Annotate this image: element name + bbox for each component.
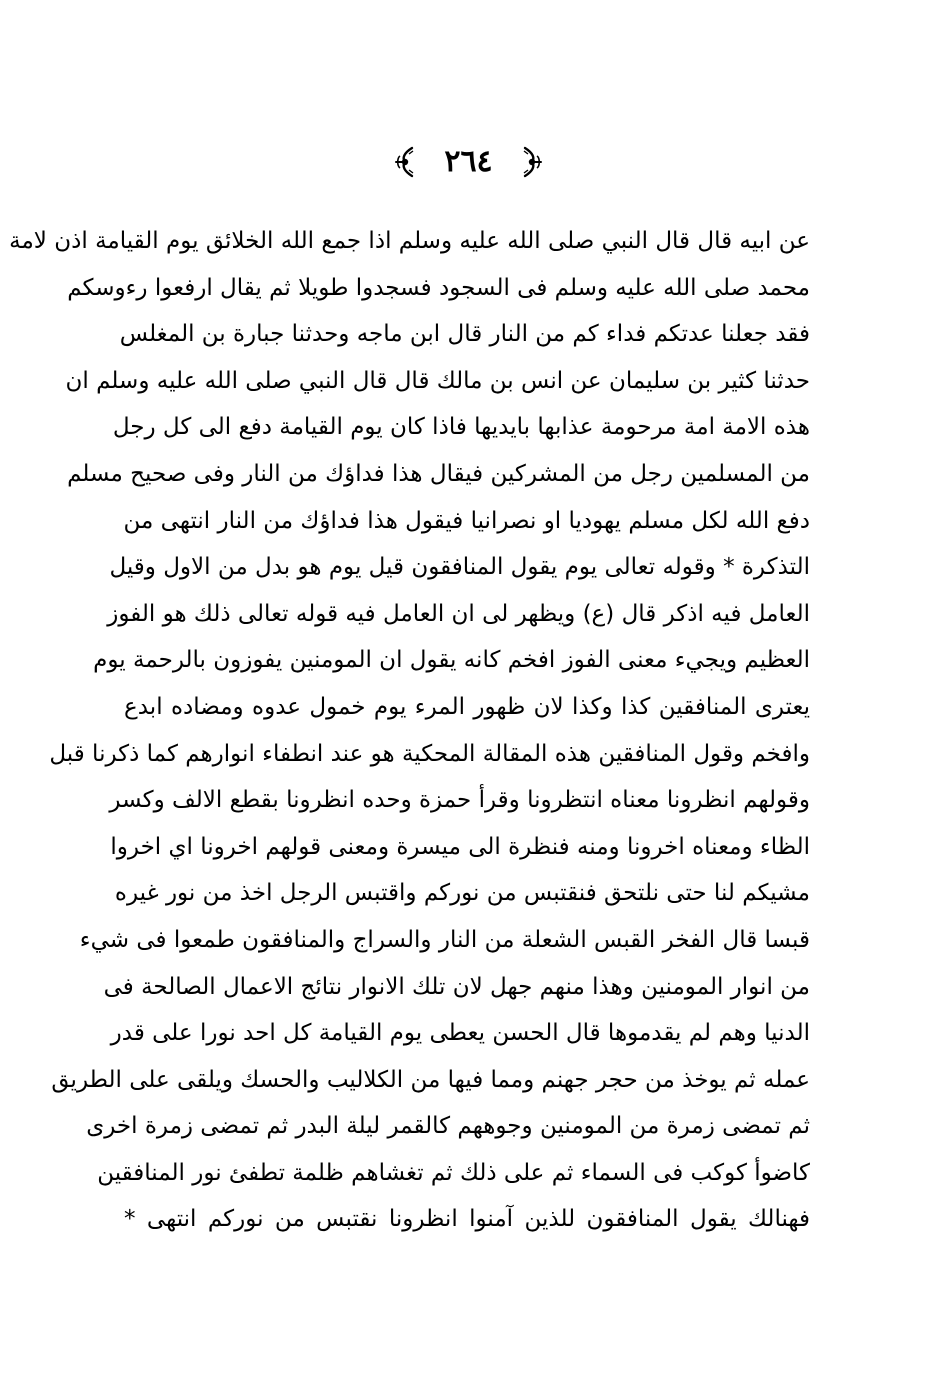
- text-line: العظيم ويجيء معنى الفوز افخم كانه يقول ان المومنين يفوزون بالرحمة يوم: [93, 647, 810, 674]
- text-line: العامل فيه اذكر قال (ع) ويظهر لى ان العامل فيه قوله تعالى ذلك هو الفوز: [107, 600, 810, 627]
- text-line: هذه الامة امة مرحومة عذابها بايديها فاذا كان يوم القيامة دفع الى كل رجل: [112, 414, 810, 441]
- text-line: مشيكم لنا حتى نلتحق فنقتبس من نوركم واقتبس الرجل اخذ من نور غيره: [114, 880, 810, 907]
- page-number: ٢٦٤: [444, 144, 493, 179]
- text-line: التذكرة * وقوله تعالى يوم يقول المنافقون قيل يوم هو بدل من الاول وقيل: [109, 554, 810, 581]
- text-line: وافخم وقول المنافقين هذه المقالة المحكية هو عند انطفاء انوارهم كما ذكرنا قبل: [49, 740, 810, 767]
- text-line: فقد جعلنا عدتكم فداء كم من النار قال ابن ماجه وحدثنا جبارة بن المغلس: [119, 321, 810, 348]
- page-header: [0, 140, 937, 184]
- text-line: يعترى المنافقين كذا وكذا لان ظهور المرء يوم خمول عدوه ومضاده ابدع: [124, 693, 810, 720]
- text-line: من المسلمين رجل من المشركين فيقال هذا فداؤك من النار وفى صحيح مسلم: [67, 460, 810, 487]
- text-line: الظاء ومعناه اخرونا ومنه فنظرة الى ميسرة ومعنى قولهم اخرونا اي اخروا: [110, 833, 810, 860]
- text-line: قبسا قال الفخر القبس الشعلة من النار والسراج والمنافقون طمعوا فى شيء: [79, 926, 810, 953]
- text-line: دفع الله لكل مسلم يهوديا او نصرانيا فيقول هذا فداؤك من النار انتهى من: [123, 507, 810, 534]
- text-line: عمله ثم يوخذ من حجر جهنم ومما فيها من الكلاليب والحسك ويلقى على الطريق: [51, 1066, 810, 1093]
- fleuron-ornament-icon: [519, 145, 545, 179]
- text-line: عن ابيه قال قال النبي صلى الله عليه وسلم اذا جمع الله الخلائق يوم القيامة اذن لامة: [9, 228, 810, 254]
- fleuron-ornament-icon: [392, 145, 418, 179]
- body-text: [9, 218, 810, 1243]
- text-line: الدنيا وهم لم يقدموها قال الحسن يعطى يوم القيامة كل احد نورا على قدر: [110, 1020, 810, 1047]
- text-line: ثم تمضى زمرة من المومنين وجوههم كالقمر ليلة البدر ثم تمضى زمرة اخرى: [86, 1113, 810, 1140]
- text-line: من انوار المومنين وهذا منهم جهل لان تلك الانوار نتائج الاعمال الصالحة فى: [103, 973, 810, 1000]
- text-line: فهنالك يقول المنافقون للذين آمنوا انظرونا نقتبس من نوركم انتهى *: [124, 1206, 810, 1233]
- text-line: كاضوأ كوكب فى السماء ثم على ذلك ثم تغشاهم ظلمة تطفئ نور المنافقين: [97, 1159, 810, 1186]
- text-line: وقولهم انظرونا معناه انتظرونا وقرأ حمزة وحده انظرونا بقطع الالف وكسر: [109, 787, 810, 814]
- text-line: محمد صلى الله عليه وسلم فى السجود فسجدوا طويلا ثم يقال ارفعوا رءوسكم: [67, 274, 810, 301]
- text-line: حدثنا كثير بن سليمان عن انس بن مالك قال قال النبي صلى الله عليه وسلم ان: [65, 367, 810, 394]
